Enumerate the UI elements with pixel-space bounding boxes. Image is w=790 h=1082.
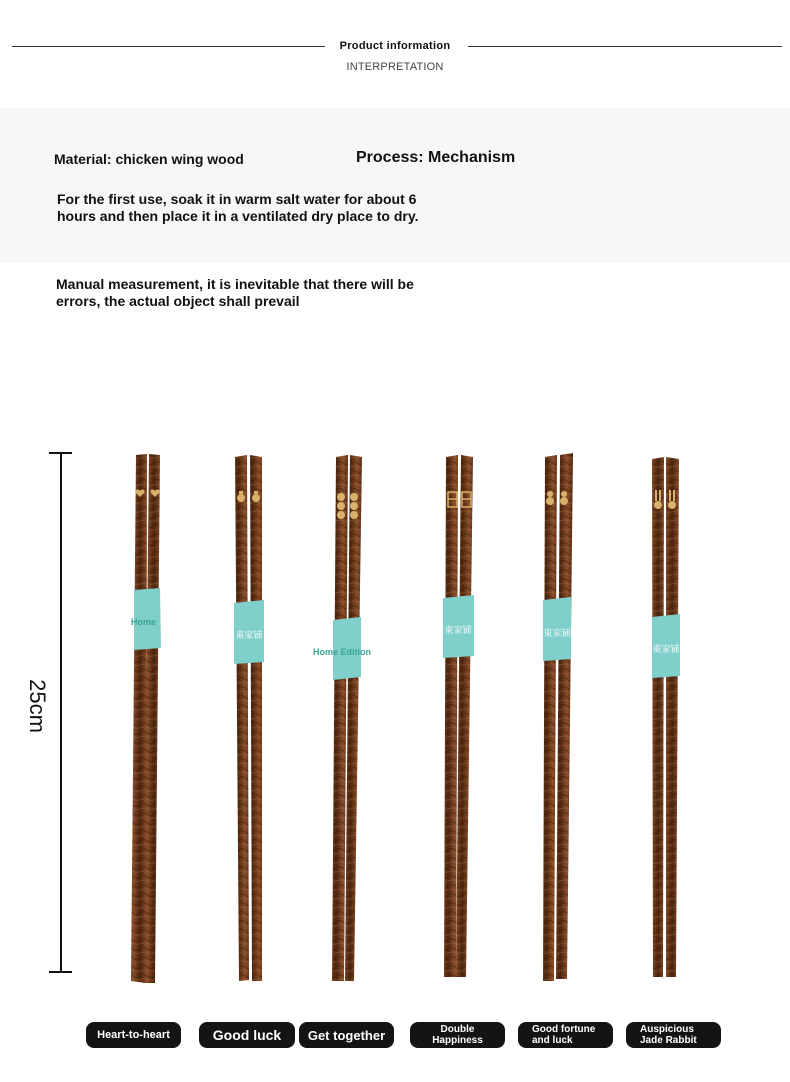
gourd-icon	[546, 491, 568, 505]
material-text: Material: chicken wing wood	[54, 151, 244, 167]
chopstick-pair	[234, 455, 264, 981]
chopstick	[666, 457, 679, 977]
measurement-note: Manual measurement, it is inevitable that there will be errors, the actual object shall prevail	[56, 276, 414, 309]
header-subtitle: INTERPRETATION	[346, 61, 444, 73]
label-good-fortune-and-luck: Good fortune and luck	[518, 1022, 613, 1048]
label-heart-to-heart: Heart-to-heart	[86, 1022, 181, 1048]
label-good-luck: Good luck	[199, 1022, 295, 1048]
chopstick	[652, 457, 664, 977]
sleeve-logo-text: 東家铺	[235, 631, 263, 641]
chopstick	[345, 455, 362, 981]
chopstick	[332, 455, 348, 981]
label-auspicious-jade-rabbit: Auspicious Jade Rabbit	[626, 1022, 721, 1048]
sleeve-logo-text: 東家铺	[652, 645, 680, 655]
chopstick	[456, 455, 473, 977]
label-get-together: Get together	[299, 1022, 394, 1048]
scale-label: 25cm	[25, 679, 50, 733]
chopstick	[444, 455, 458, 977]
chopstick-pair	[332, 455, 362, 981]
sleeve-label-home: Home	[131, 617, 157, 627]
chopstick	[543, 455, 557, 981]
chopstick	[235, 455, 249, 981]
heart-icon	[135, 490, 159, 497]
chopstick	[556, 453, 573, 979]
sleeve-label-home-edition: Home Edition	[313, 647, 371, 657]
header-title: Product information	[339, 40, 451, 52]
bag-icon	[237, 491, 260, 502]
chopstick-pair	[543, 453, 573, 981]
soak-instruction: For the first use, soak it in warm salt water for about 6 hours and then place it in a ventilated dry place to dry.	[57, 191, 419, 224]
chopstick	[250, 455, 262, 981]
sleeve-logo-text: 東家铺	[444, 626, 472, 636]
chopstick-pair	[131, 454, 161, 983]
sleeve-logo-text: 東家铺	[543, 629, 571, 639]
chopstick-pair	[443, 455, 474, 977]
chopstick-pair	[652, 457, 680, 977]
label-double-happiness: Double Happiness	[410, 1022, 505, 1048]
process-text: Process: Mechanism	[356, 149, 516, 166]
